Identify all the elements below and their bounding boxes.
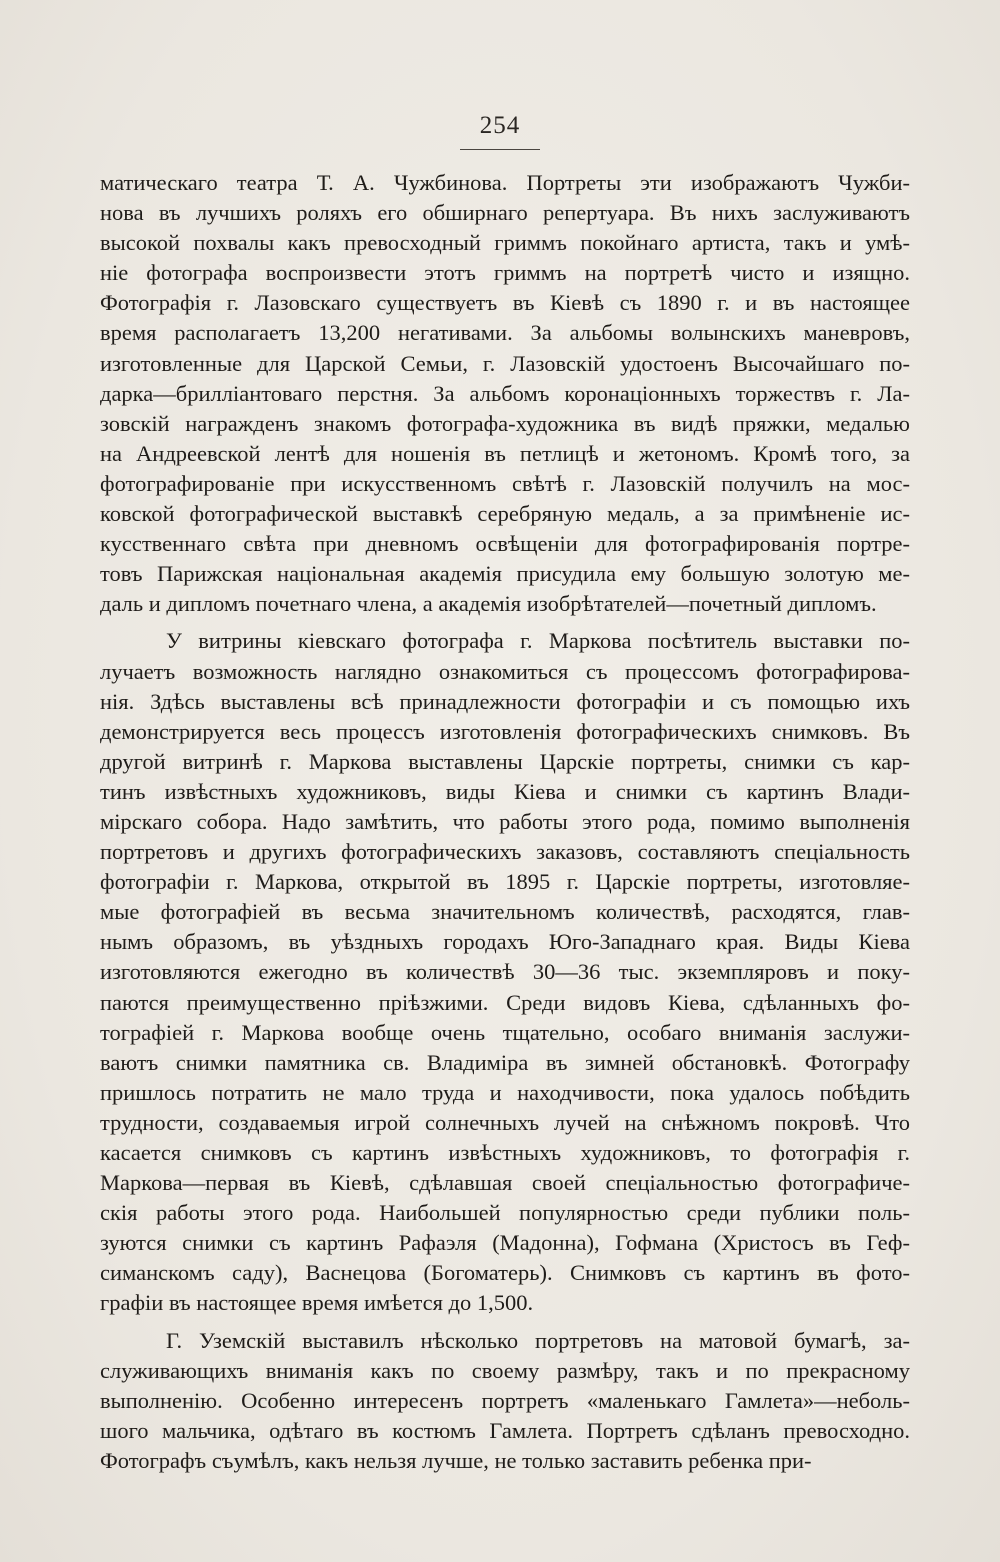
text-line: графіи въ настоящее время имѣется до 1,500. xyxy=(100,1290,534,1316)
text-line: нія. Здѣсь выставлены всѣ принадлежности фотографіи и съ помощью ихъ xyxy=(100,688,910,714)
text-line: выполненію. Особенно интересенъ портретъ «маленькаго Гамлета»—неболь- xyxy=(100,1387,910,1413)
text-line: касается снимковъ съ картинъ извѣстныхъ художниковъ, то фотографія г. xyxy=(100,1140,910,1165)
text-line: служивающихъ вниманія какъ по своему размѣру, такъ и по прекрасному xyxy=(100,1357,910,1383)
text-line: Маркова—первая въ Кіевѣ, сдѣлавшая своей спеціальностью фотографиче- xyxy=(100,1170,910,1196)
paragraph xyxy=(100,1326,910,1476)
text-line: симанскомъ саду), Васнецова (Богоматерь). Снимковъ съ картинъ въ фото- xyxy=(100,1260,910,1286)
text-line: ковской фотографической выставкѣ серебряную медаль, а за примѣненіе ис- xyxy=(100,501,910,527)
text-line: шого мальчика, одѣтаго въ костюмъ Гамлета. Портретъ сдѣланъ превосходно. xyxy=(100,1417,910,1443)
page-number-rule xyxy=(460,149,540,150)
text-line: скія работы этого рода. Наибольшей популярностью среди публики поль- xyxy=(100,1200,910,1226)
paragraph xyxy=(100,168,910,619)
text-line: ваютъ снимки памятника св. Владиміра въ зимней обстановкѣ. Фотографу xyxy=(100,1049,910,1075)
text-line: на Андреевской лентѣ для ношенія въ петлицѣ и жетономъ. Кромѣ того, за xyxy=(100,440,910,466)
text-line: фотографированіе при искусственномъ свѣтѣ г. Лазовскій получилъ на мос- xyxy=(100,470,910,496)
text-line: кусственнаго свѣта при дневномъ освѣщеніи для фотографированія портре- xyxy=(100,531,910,557)
text-line: тографіей г. Маркова вообще очень тщательно, особаго вниманія заслужи- xyxy=(100,1019,910,1045)
text-line: время располагаетъ 13,200 негативами. За альбомы волынскихъ маневровъ, xyxy=(100,320,910,346)
text-line: мые фотографіей въ весьма значительномъ количествѣ, расходятся, глав- xyxy=(100,899,910,925)
text-line: демонстрируется весь процессъ изготовленія фотографическихъ снимковъ. Въ xyxy=(100,718,910,744)
text-line: высокой похвалы какъ превосходный гриммъ покойнаго артиста, такъ и умѣ- xyxy=(100,230,910,256)
text-line: изготовленные для Царской Семьи, г. Лазовскій удостоенъ Высочайшаго по- xyxy=(100,350,910,376)
text-line: портретовъ и другихъ фотографическихъ заказовъ, составляютъ спеціальность xyxy=(100,839,910,865)
text-line: лучаетъ возможность наглядно ознакомиться съ процессомъ фотографирова- xyxy=(100,658,910,684)
text-line: зуются снимки съ картинъ Рафаэля (Мадонна), Гофмана (Христосъ въ Геф- xyxy=(100,1230,910,1256)
text-line: Фотографія г. Лазовскаго существуетъ въ Кіевѣ съ 1890 г. и въ настоящее xyxy=(100,290,910,316)
text-line: пришлось потратить не мало труда и находчивости, пока удалось побѣдить xyxy=(100,1079,910,1105)
text-line: даль и дипломъ почетнаго члена, а академія изобрѣтателей—почетный дипломъ. xyxy=(100,591,877,617)
paragraph xyxy=(100,626,910,1318)
text-line: У витрины кіевскаго фотографа г. Маркова посѣтитель выставки по- xyxy=(166,628,910,654)
text-line: дарка—брилліантоваго перстня. За альбомъ коронаціонныхъ торжествъ г. Ла- xyxy=(100,380,910,406)
text-line: матическаго театра Т. А. Чужбинова. Портреты эти изображаютъ Чужби- xyxy=(100,170,910,195)
page-number: 254 xyxy=(479,112,521,139)
text-line: Г. Уземскій выставилъ нѣсколько портретовъ на матовой бумагѣ, за- xyxy=(166,1327,910,1353)
paragraph-gap xyxy=(100,619,910,626)
text-line: товъ Парижская національная академія присудила ему большую золотую ме- xyxy=(100,561,910,587)
body-text xyxy=(100,168,910,1476)
text-line: другой витринѣ г. Маркова выставлены Царскіе портреты, снимки съ кар- xyxy=(100,748,910,774)
text-line: паются преимущественно пріѣзжими. Среди видовъ Кіева, сдѣланныхъ фо- xyxy=(100,989,910,1015)
text-line: мірскаго собора. Надо замѣтить, что работы этого рода, помимо выполненія xyxy=(100,808,910,834)
text-line: нымъ образомъ, въ уѣздныхъ городахъ Юго-Западнаго края. Виды Кіева xyxy=(100,929,910,955)
text-line: Фотографъ съумѣлъ, какъ нельзя лучше, не только заставить ребенка при- xyxy=(100,1447,812,1473)
text-line: тинъ извѣстныхъ художниковъ, виды Кіева и снимки съ картинъ Влади- xyxy=(100,778,910,804)
text-line: изготовляются ежегодно въ количествѣ 30—36 тыс. экземпляровъ и поку- xyxy=(100,959,910,985)
text-line: ніе фотографа воспроизвести этотъ гриммъ на портретѣ чисто и изящно. xyxy=(100,260,910,286)
paragraph-gap xyxy=(100,1319,910,1326)
text-line: нова въ лучшихъ роляхъ его обширнаго репертуара. Въ нихъ заслуживаютъ xyxy=(100,200,910,226)
text-line: фотографіи г. Маркова, открытой въ 1895 г. Царскіе портреты, изготовляе- xyxy=(100,869,910,895)
text-line: трудности, создаваемыя игрой солнечныхъ лучей на снѣжномъ покровѣ. Что xyxy=(100,1109,910,1135)
text-line: зовскій награжденъ знакомъ фотографа-художника въ видѣ пряжки, медалью xyxy=(100,410,910,436)
